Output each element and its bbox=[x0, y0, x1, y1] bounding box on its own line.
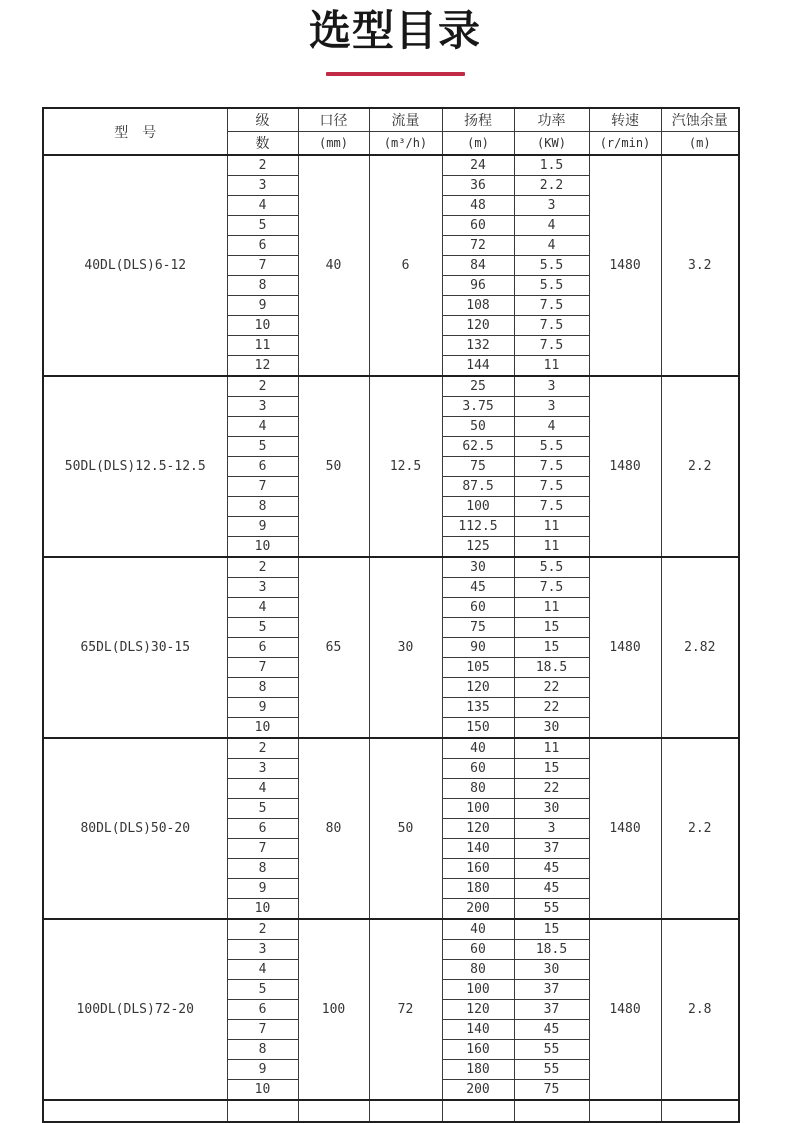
power-cell: 2.2 bbox=[514, 176, 589, 196]
stage-cell: 7 bbox=[227, 658, 298, 678]
power-cell: 7.5 bbox=[514, 316, 589, 336]
head-cell: 100 bbox=[442, 799, 514, 819]
power-cell: 3 bbox=[514, 196, 589, 216]
stage-cell: 2 bbox=[227, 738, 298, 759]
power-cell: 22 bbox=[514, 779, 589, 799]
npsh-cell: 2.2 bbox=[661, 376, 739, 557]
stage-cell: 8 bbox=[227, 859, 298, 879]
power-cell: 30 bbox=[514, 718, 589, 739]
power-cell: 45 bbox=[514, 859, 589, 879]
diameter-cell: 80 bbox=[298, 738, 369, 919]
head-cell: 84 bbox=[442, 256, 514, 276]
head-cell: 135 bbox=[442, 698, 514, 718]
empty-cell bbox=[227, 1100, 298, 1122]
stage-cell: 9 bbox=[227, 296, 298, 316]
power-cell: 37 bbox=[514, 839, 589, 859]
head-cell: 50 bbox=[442, 417, 514, 437]
stage-cell: 6 bbox=[227, 1000, 298, 1020]
head-cell: 45 bbox=[442, 578, 514, 598]
head-cell: 100 bbox=[442, 497, 514, 517]
power-cell: 4 bbox=[514, 236, 589, 256]
header-stage: 级 bbox=[227, 108, 298, 132]
empty-cell bbox=[661, 1100, 739, 1122]
power-cell: 4 bbox=[514, 216, 589, 236]
table-head bbox=[43, 108, 739, 155]
empty-cell bbox=[298, 1100, 369, 1122]
table-body bbox=[43, 155, 739, 1122]
power-cell: 75 bbox=[514, 1080, 589, 1101]
power-cell: 18.5 bbox=[514, 658, 589, 678]
header-col-unit: (KW) bbox=[514, 132, 589, 156]
npsh-cell: 3.2 bbox=[661, 155, 739, 376]
power-cell: 37 bbox=[514, 1000, 589, 1020]
power-cell: 55 bbox=[514, 1040, 589, 1060]
header-col-label: 汽蚀余量 bbox=[661, 108, 739, 132]
speed-cell: 1480 bbox=[589, 738, 661, 919]
power-cell: 7.5 bbox=[514, 457, 589, 477]
pump-selection-table bbox=[42, 107, 740, 1123]
stage-cell: 11 bbox=[227, 336, 298, 356]
head-cell: 160 bbox=[442, 1040, 514, 1060]
head-cell: 60 bbox=[442, 759, 514, 779]
stage-cell: 2 bbox=[227, 557, 298, 578]
empty-cell bbox=[514, 1100, 589, 1122]
table-row bbox=[43, 919, 739, 940]
stage-cell: 10 bbox=[227, 899, 298, 920]
stage-cell: 3 bbox=[227, 940, 298, 960]
speed-cell: 1480 bbox=[589, 155, 661, 376]
head-cell: 120 bbox=[442, 316, 514, 336]
power-cell: 3 bbox=[514, 376, 589, 397]
stage-cell: 10 bbox=[227, 718, 298, 739]
head-cell: 140 bbox=[442, 1020, 514, 1040]
power-cell: 5.5 bbox=[514, 437, 589, 457]
head-cell: 120 bbox=[442, 819, 514, 839]
power-cell: 55 bbox=[514, 1060, 589, 1080]
head-cell: 120 bbox=[442, 678, 514, 698]
head-cell: 125 bbox=[442, 537, 514, 558]
power-cell: 5.5 bbox=[514, 276, 589, 296]
power-cell: 3 bbox=[514, 397, 589, 417]
stage-cell: 5 bbox=[227, 618, 298, 638]
stage-cell: 4 bbox=[227, 196, 298, 216]
diameter-cell: 65 bbox=[298, 557, 369, 738]
power-cell: 37 bbox=[514, 980, 589, 1000]
stage-cell: 6 bbox=[227, 457, 298, 477]
power-cell: 18.5 bbox=[514, 940, 589, 960]
model-cell: 80DL(DLS)50-20 bbox=[43, 738, 227, 919]
head-cell: 48 bbox=[442, 196, 514, 216]
flow-cell: 12.5 bbox=[369, 376, 442, 557]
power-cell: 1.5 bbox=[514, 155, 589, 176]
stage-cell: 9 bbox=[227, 1060, 298, 1080]
header-stage-bottom: 数 bbox=[227, 132, 298, 156]
stage-cell: 9 bbox=[227, 879, 298, 899]
power-cell: 7.5 bbox=[514, 296, 589, 316]
header-col-label: 扬程 bbox=[442, 108, 514, 132]
table-header-row bbox=[43, 108, 739, 132]
head-cell: 62.5 bbox=[442, 437, 514, 457]
header-col-unit: (r/min) bbox=[589, 132, 661, 156]
stage-cell: 4 bbox=[227, 417, 298, 437]
table-row bbox=[43, 557, 739, 578]
stage-cell: 3 bbox=[227, 578, 298, 598]
head-cell: 200 bbox=[442, 899, 514, 920]
empty-cell bbox=[589, 1100, 661, 1122]
power-cell: 15 bbox=[514, 618, 589, 638]
npsh-cell: 2.8 bbox=[661, 919, 739, 1100]
page-title: 选型目录 bbox=[308, 7, 481, 54]
stage-cell: 6 bbox=[227, 638, 298, 658]
npsh-cell: 2.82 bbox=[661, 557, 739, 738]
stage-cell: 8 bbox=[227, 497, 298, 517]
head-cell: 108 bbox=[442, 296, 514, 316]
stage-cell: 10 bbox=[227, 1080, 298, 1101]
head-cell: 105 bbox=[442, 658, 514, 678]
header-col-unit: (m³/h) bbox=[369, 132, 442, 156]
head-cell: 112.5 bbox=[442, 517, 514, 537]
head-cell: 144 bbox=[442, 356, 514, 377]
header-col-label: 口径 bbox=[298, 108, 369, 132]
power-cell: 11 bbox=[514, 517, 589, 537]
stage-cell: 5 bbox=[227, 437, 298, 457]
head-cell: 60 bbox=[442, 940, 514, 960]
flow-cell: 30 bbox=[369, 557, 442, 738]
head-cell: 72 bbox=[442, 236, 514, 256]
power-cell: 11 bbox=[514, 738, 589, 759]
head-cell: 160 bbox=[442, 859, 514, 879]
npsh-cell: 2.2 bbox=[661, 738, 739, 919]
empty-cell bbox=[369, 1100, 442, 1122]
stage-cell: 10 bbox=[227, 537, 298, 558]
speed-cell: 1480 bbox=[589, 376, 661, 557]
head-cell: 75 bbox=[442, 457, 514, 477]
stage-cell: 2 bbox=[227, 155, 298, 176]
stage-cell: 7 bbox=[227, 477, 298, 497]
power-cell: 22 bbox=[514, 678, 589, 698]
diameter-cell: 100 bbox=[298, 919, 369, 1100]
flow-cell: 6 bbox=[369, 155, 442, 376]
power-cell: 15 bbox=[514, 638, 589, 658]
header-col-label: 流量 bbox=[369, 108, 442, 132]
stage-cell: 4 bbox=[227, 779, 298, 799]
speed-cell: 1480 bbox=[589, 557, 661, 738]
header-col-unit: (m) bbox=[442, 132, 514, 156]
stage-cell: 8 bbox=[227, 276, 298, 296]
model-cell: 50DL(DLS)12.5-12.5 bbox=[43, 376, 227, 557]
stage-cell: 5 bbox=[227, 799, 298, 819]
head-cell: 96 bbox=[442, 276, 514, 296]
head-cell: 24 bbox=[442, 155, 514, 176]
stage-cell: 6 bbox=[227, 819, 298, 839]
stage-cell: 2 bbox=[227, 919, 298, 940]
stage-cell: 3 bbox=[227, 759, 298, 779]
head-cell: 150 bbox=[442, 718, 514, 739]
power-cell: 5.5 bbox=[514, 256, 589, 276]
head-cell: 200 bbox=[442, 1080, 514, 1101]
flow-cell: 72 bbox=[369, 919, 442, 1100]
head-cell: 30 bbox=[442, 557, 514, 578]
model-cell: 40DL(DLS)6-12 bbox=[43, 155, 227, 376]
stage-cell: 7 bbox=[227, 1020, 298, 1040]
header-col-unit: (m) bbox=[661, 132, 739, 156]
head-cell: 36 bbox=[442, 176, 514, 196]
stage-cell: 7 bbox=[227, 256, 298, 276]
diameter-cell: 40 bbox=[298, 155, 369, 376]
head-cell: 140 bbox=[442, 839, 514, 859]
power-cell: 7.5 bbox=[514, 336, 589, 356]
power-cell: 3 bbox=[514, 819, 589, 839]
empty-cell bbox=[442, 1100, 514, 1122]
power-cell: 22 bbox=[514, 698, 589, 718]
head-cell: 90 bbox=[442, 638, 514, 658]
head-cell: 60 bbox=[442, 598, 514, 618]
header-col-label: 转速 bbox=[589, 108, 661, 132]
table-row-partial bbox=[43, 1100, 739, 1122]
power-cell: 11 bbox=[514, 356, 589, 377]
head-cell: 132 bbox=[442, 336, 514, 356]
stage-cell: 9 bbox=[227, 517, 298, 537]
head-cell: 40 bbox=[442, 919, 514, 940]
header-model: 型 号 bbox=[43, 108, 227, 155]
head-cell: 100 bbox=[442, 980, 514, 1000]
stage-cell: 5 bbox=[227, 216, 298, 236]
power-cell: 11 bbox=[514, 537, 589, 558]
stage-cell: 12 bbox=[227, 356, 298, 377]
power-cell: 7.5 bbox=[514, 477, 589, 497]
title-underline bbox=[326, 72, 465, 76]
stage-cell: 4 bbox=[227, 960, 298, 980]
stage-cell: 8 bbox=[227, 678, 298, 698]
power-cell: 7.5 bbox=[514, 578, 589, 598]
table-row bbox=[43, 155, 739, 176]
model-cell: 100DL(DLS)72-20 bbox=[43, 919, 227, 1100]
stage-cell: 3 bbox=[227, 397, 298, 417]
speed-cell: 1480 bbox=[589, 919, 661, 1100]
header-col-unit: (mm) bbox=[298, 132, 369, 156]
head-cell: 180 bbox=[442, 1060, 514, 1080]
model-cell: 65DL(DLS)30-15 bbox=[43, 557, 227, 738]
stage-cell: 7 bbox=[227, 839, 298, 859]
stage-cell: 9 bbox=[227, 698, 298, 718]
power-cell: 5.5 bbox=[514, 557, 589, 578]
head-cell: 75 bbox=[442, 618, 514, 638]
power-cell: 15 bbox=[514, 759, 589, 779]
stage-cell: 2 bbox=[227, 376, 298, 397]
stage-cell: 8 bbox=[227, 1040, 298, 1060]
head-cell: 40 bbox=[442, 738, 514, 759]
power-cell: 55 bbox=[514, 899, 589, 920]
head-cell: 60 bbox=[442, 216, 514, 236]
head-cell: 180 bbox=[442, 879, 514, 899]
flow-cell: 50 bbox=[369, 738, 442, 919]
table-row bbox=[43, 738, 739, 759]
power-cell: 30 bbox=[514, 799, 589, 819]
header-col-label: 功率 bbox=[514, 108, 589, 132]
stage-cell: 3 bbox=[227, 176, 298, 196]
empty-cell bbox=[43, 1100, 227, 1122]
power-cell: 30 bbox=[514, 960, 589, 980]
stage-cell: 10 bbox=[227, 316, 298, 336]
stage-cell: 6 bbox=[227, 236, 298, 256]
head-cell: 3.75 bbox=[442, 397, 514, 417]
table-row bbox=[43, 376, 739, 397]
head-cell: 25 bbox=[442, 376, 514, 397]
head-cell: 80 bbox=[442, 779, 514, 799]
catalog-page bbox=[0, 6, 790, 1097]
head-cell: 87.5 bbox=[442, 477, 514, 497]
power-cell: 15 bbox=[514, 919, 589, 940]
power-cell: 11 bbox=[514, 598, 589, 618]
power-cell: 45 bbox=[514, 879, 589, 899]
power-cell: 4 bbox=[514, 417, 589, 437]
head-cell: 80 bbox=[442, 960, 514, 980]
head-cell: 120 bbox=[442, 1000, 514, 1020]
stage-cell: 4 bbox=[227, 598, 298, 618]
power-cell: 7.5 bbox=[514, 497, 589, 517]
stage-cell: 5 bbox=[227, 980, 298, 1000]
power-cell: 45 bbox=[514, 1020, 589, 1040]
diameter-cell: 50 bbox=[298, 376, 369, 557]
